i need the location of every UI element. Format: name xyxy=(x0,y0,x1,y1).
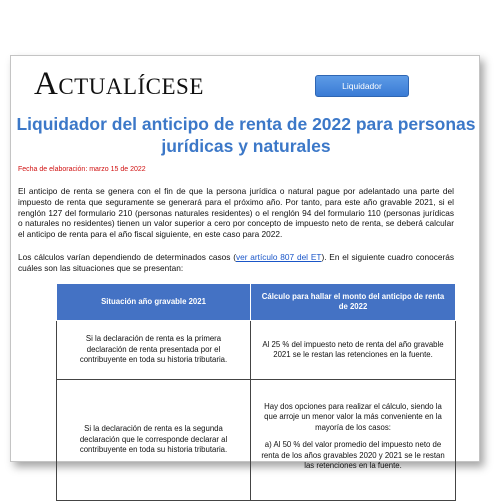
header-situation: Situación año gravable 2021 xyxy=(57,284,251,321)
table-row xyxy=(57,380,456,501)
cases-text-after: ). En el siguiente cuadro conocerás cuáles son las situaciones que se presentan: xyxy=(18,252,454,273)
calculation-intro: Hay dos opciones para realizar el cálculo, siendo la que arroje un menor valor la más conveniente en la mayoría de los casos: xyxy=(264,401,442,432)
calculation-option-a: a) Al 50 % del valor promedio del impuesto neto de renta de los años gravables 2020 y 2021 se le restan las retenciones en la fuente. xyxy=(261,440,445,470)
situation-cell: Si la declaración de renta es la segunda declaración que le corresponde declarar al contribuyente en toda su historia tributaria. xyxy=(57,380,251,501)
table-row xyxy=(57,321,456,380)
header-calculation: Cálculo para hallar el monto del anticipo de renta de 2022 xyxy=(251,284,456,321)
article-807-link[interactable]: ver artículo 807 del ET xyxy=(235,252,322,262)
liquidador-button[interactable]: Liquidador xyxy=(315,75,409,97)
cases-paragraph xyxy=(18,252,454,274)
actualicese-logo: Actualícese xyxy=(34,66,204,102)
elaboration-date: Fecha de elaboración: marzo 15 de 2022 xyxy=(18,166,146,173)
situation-cell: Si la declaración de renta es la primera declaración de renta presentada por el contribuyente en toda su historia tributaria. xyxy=(57,321,251,380)
cases-text-before: Los cálculos varían dependiendo de determinados casos ( xyxy=(18,252,236,262)
calculation-cell xyxy=(251,380,456,501)
table-header-row xyxy=(57,284,456,321)
calculation-cell: Al 25 % del impuesto neto de renta del año gravable 2021 se le restan las retenciones en la fuente. xyxy=(251,321,456,380)
intro-paragraph: El anticipo de renta se genera con el fin de que la persona jurídica o natural pague por adelantado una parte del impuesto de renta que seguramente se generará para el próximo año. Por tanto, para este año gravable 2021, si el renglón 127 del formulario 210 (personas naturales residentes) o el renglón 94 del formulario 110 (personas jurídicas o naturales no residentes) tienen un valor superior a cero por concepto de impuesto neto de renta, se deberá calcular el anticipo de renta para el año fiscal siguiente, en este caso para 2022. xyxy=(18,186,454,240)
cases-table xyxy=(56,283,456,501)
page-title: Liquidador del anticipo de renta de 2022 para personas jurídicas y naturales xyxy=(16,114,476,156)
